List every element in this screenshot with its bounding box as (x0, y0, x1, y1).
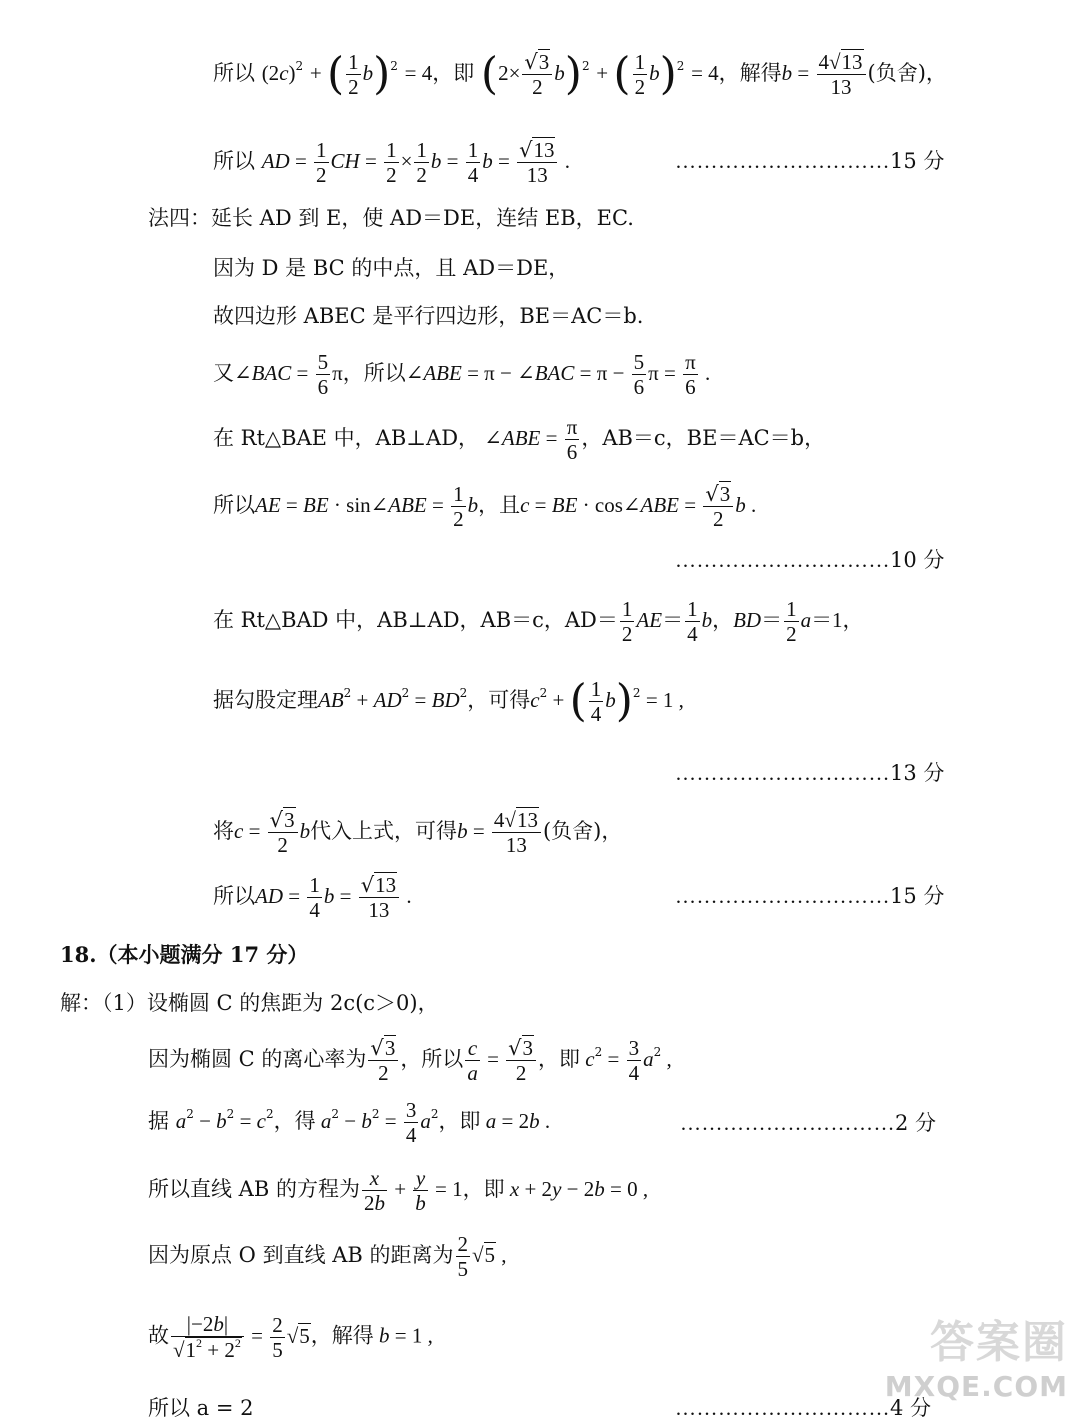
equation-line-1: 所以 $(2c)^2$ + ( $\frac{1}{2}$ b)$^2$ = 4，即 (2× $\frac{√3}{2}$ b)$^2$ + ( $\frac{1}{2}$ b)$^2$ = 4，解得b = $\frac{4√13}{13}$ (负舍)， (213, 48, 947, 100)
relation-line: 据 $a^2 - b^2 = c^2$，得 $a^2 - b^2$ = $\frac{3}{4}$ $a^2$，即 a = 2b . (148, 1098, 551, 1148)
score-15-b: …………………………15 分 (675, 884, 945, 908)
midpoint-line: 因为 D 是 BC 的中点，且 AD＝DE， (213, 256, 570, 280)
eccentricity-line: 因为椭圆 C 的离心率为 $\frac{√3}{2}$ ，所以 $\frac{c}{a}$ = $\frac{√3}{2}$ ，即 $c^2$ = $\frac{3}{4}$ $a^2$ , (148, 1036, 672, 1086)
score-4: …………………………4 分 (675, 1396, 932, 1420)
distance-line: 因为原点 O 到直线 AB 的距离为 $\frac{2}{5}$ √5 , (148, 1232, 507, 1282)
angle-line: 又∠BAC = $\frac{5}{6}$ π，所以∠ABE = π − ∠BAC = π − $\frac{5}{6}$ π = $\frac{\pi}{6}$ . (213, 350, 711, 400)
cut-off-line: 所以 a = 2 (148, 1396, 254, 1420)
pythag-line: 据勾股定理$AB^2 + AD^2 = BD^2$，可得$c^2$ + ( $\frac{1}{4}$ b)$^2$ = 1 , (213, 675, 684, 727)
solve-line: 故 $\frac{|-2b|}{√1^2 + 2^2}$ = $\frac{2}{5}$ √5，解得 b = 1 , (148, 1312, 433, 1363)
q18-heading: 18.（本小题满分 17 分） (60, 942, 309, 967)
parallelogram-line: 故四边形 ABEC 是平行四边形，BE＝AC＝b. (213, 304, 644, 328)
line-ab-equation: 所以直线 AB 的方程为 $\frac{x}{2b}$ + $\frac{y}{b}$ = 1，即 x + 2y − 2b = 0 , (148, 1166, 649, 1216)
q18-part1: 解：（1）设椭圆 C 的焦距为 2c(c＞0)， (60, 991, 439, 1015)
score-10: …………………………10 分 (675, 548, 945, 572)
substitute-line: 将c = $\frac{√3}{2}$ b代入上式，可得b = $\frac{4√13}{13}$ (负舍)， (213, 808, 623, 858)
method-four-intro: 法四：延长 AD 到 E，使 AD＝DE，连结 EB，EC. (148, 206, 634, 230)
equation-line-2: 所以 AD = $\frac{1}{2}$ CH = $\frac{1}{2}$ × $\frac{1}{2}$ b = $\frac{1}{4}$ b = $\frac{√13}{13}$ . (213, 138, 570, 188)
score-2: …………………………2 分 (680, 1111, 937, 1135)
score-13: …………………………13 分 (675, 761, 945, 785)
ae-line: 所以AE = BE · sin∠ABE = $\frac{1}{2}$ b，且c = BE · cos∠ABE = $\frac{√3}{2}$ b . (213, 482, 757, 532)
score-15-a: …………………………15 分 (675, 149, 945, 173)
rt-bae-line: 在 Rt△BAE 中，AB⊥AD， ∠ABE = $\frac{\pi}{6}$ ，AB＝c，BE＝AC＝b， (213, 415, 826, 465)
watermark-logo: 答案圈 MXQE.COM (884, 1317, 1068, 1403)
rt-bad-line: 在 Rt△BAD 中，AB⊥AD，AB＝c，AD＝ $\frac{1}{2}$ AE＝ $\frac{1}{4}$ b，BD＝ $\frac{1}{2}$ a＝1， (213, 597, 864, 647)
method-four-label: 法四： (148, 206, 211, 230)
ad-result-line: 所以AD = $\frac{1}{4}$ b = $\frac{√13}{13}$ . (213, 873, 412, 923)
